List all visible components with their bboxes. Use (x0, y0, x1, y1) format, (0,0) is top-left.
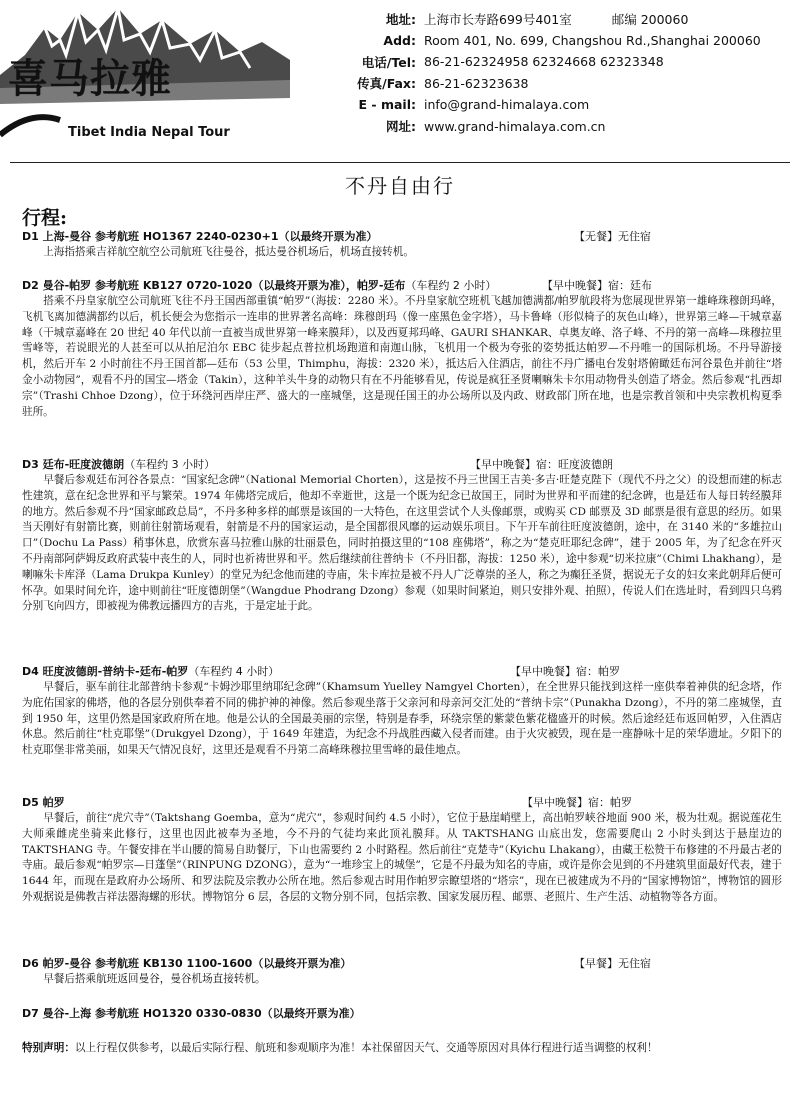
contact-label: E - mail: (358, 97, 416, 113)
day-title-text: D4 旺度波德朗-普纳卡-廷布-帕罗 (22, 665, 189, 678)
contact-label: 传真/Fax: (357, 76, 416, 92)
letterhead (0, 0, 800, 160)
day-header (22, 956, 782, 972)
day-title (22, 956, 351, 972)
logo-subtitle: Tibet India Nepal Tour (68, 125, 230, 140)
statement-label: 特别声明： (22, 1042, 75, 1054)
website-link[interactable]: www.grand-himalaya.com.cn (424, 118, 606, 134)
day-title-text: D3 廷布-旺度波德朗 (22, 458, 125, 471)
contact-phone (300, 51, 795, 73)
contact-label: 网址: (386, 119, 416, 135)
day-title-text: D2 曼谷-帕罗 参考航班 KB127 0720-1020（以最终开票为准），帕罗-廷布 (22, 279, 406, 292)
contact-block (300, 8, 795, 137)
day-note: （车程约 4 小时） (188, 665, 280, 678)
contact-value: 86-21-62323638 (424, 75, 529, 91)
day-title-text: D6 帕罗-曼谷 参考航班 KB130 1100-1600（以最终开票为准） (22, 957, 352, 970)
day-header (22, 229, 782, 245)
logo-wordmark: 喜马拉雅 (8, 56, 172, 102)
day-section (22, 664, 782, 759)
day-header (22, 795, 782, 811)
meal-info: 【早中晚餐】宿：帕罗 (522, 796, 632, 809)
meal-info: 【早中晚餐】宿：廷布 (542, 279, 652, 292)
header-divider (10, 162, 790, 163)
day-title (22, 1006, 361, 1022)
day-note: （车程约 2 小时） (405, 279, 497, 292)
day-section (22, 956, 782, 988)
day-title (22, 278, 496, 294)
day-section (22, 457, 782, 615)
day-title-text: D7 曼谷-上海 参考航班 HO1320 0330-0830（以最终开票为准） (22, 1007, 361, 1020)
day-section (22, 229, 782, 261)
statement-text: 以上行程仅供参考，以最后实际行程、航班和参观顺序为准！本社保留因天气、交通等原因对具体行程进行适当调整的权利！ (74, 1042, 658, 1054)
email-link[interactable]: info@grand-himalaya.com (424, 97, 590, 113)
day-section (22, 278, 782, 420)
meal-info: 【早中晚餐】宿：旺度波德朗 (470, 458, 613, 471)
contact-fax (300, 73, 795, 95)
document-title: 不丹自由行 (345, 174, 455, 198)
day-section (22, 795, 782, 906)
contact-website (300, 116, 795, 138)
contact-label: Add: (383, 32, 416, 48)
meal-info: 【无餐】无住宿 (574, 230, 651, 243)
day-description: 上海指搭乘吉祥航空航空公司航班飞往曼谷，抵达曼谷机场后，机场直接转机。 (43, 246, 414, 258)
day-description: 搭乘不丹皇家航空公司航班飞往不丹王国西部重镇“帕罗”（海拔：2280 米）。不丹皇家航空班机飞越加德满都/帕罗航段将为您展现世界第一雄峰珠穆朗玛峰，飞机飞离加德满都约以后，机长便会为您指示一连串的世界著名高峰：珠穆朗玛（像一座黑色金字塔），马卡鲁峰（形似椅子的灰色山峰），世界第三峰—干城章嘉峰（干城章嘉峰在 20 世纪 40 年代以前一直被当成世界第一峰来膜拜），以及西夏邦玛峰、GAURI SHANKAR、卓奥友峰、洛子峰、不丹的第一高峰—珠穆拉里雪峰等，若说眼光的人甚至可以从拍尼泊尔 EBC 徒步起点普拉机场跑道和南迦山脉，飞机用一个极为夸张的姿势抵达帕罗—不丹唯一的国际机场。不丹导游接机，然后开车 2 小时前往不丹王国首都—廷布（53 公里，Thimphu，海拔：2320 米），抵达后入住酒店，前往不丹广播电台发射塔俯瞰廷布河谷景色并前往“塔金小动物园”，观看不丹的国宝—塔金（Takin），这种羊头牛身的动物只有在不丹能够看见，传说是疯狂圣贤喇嘛朱卡尔用动物骨头创造了塔金。然后参观“扎西却宗”（Trashi Chhoe Dzong），位于环绕河西岸庄严、盛大的一座城堡，这是现任国王的办公场所以及内政、财政部门所在地，也是宗教首领和中央宗教机构夏季驻所。 (22, 295, 782, 418)
postcode: 邮编 200060 (611, 11, 689, 27)
day-title (22, 457, 215, 473)
day-title-text: D1 上海-曼谷 参考航班 HO1367 2240-0230+1（以最终开票为准） (22, 230, 378, 243)
day-description: 早餐后搭乘航班返回曼谷，曼谷机场直接转机。 (43, 973, 266, 985)
day-section (22, 1006, 782, 1022)
contact-value: 86-21-62324958 62324668 62323348 (424, 54, 664, 70)
day-header (22, 1006, 782, 1022)
day-title (22, 229, 378, 245)
day-header (22, 664, 782, 680)
day-title (22, 795, 65, 811)
day-description: 早餐后参观廷布河谷各景点：“国家纪念碑”（National Memorial Chorten），这是按不丹三世国王吉美·多吉·旺楚克陛下（现代不丹之父）的设想而建的标志性建筑，意在纪念世界和平与繁荣。1974 年佛塔完成后，他却不幸逝世，这是一个既为纪念已故国王，同时为世界和平而建的纪念碑，也是廷布人每日转经膜拜的地方。然后参观不丹“国家邮政总局”，不丹多种多样的邮票是该国的一大特色，在这里尝试个人头像邮票，或购买 CD 邮票及 3D 邮票是很有意思的经历。如果当天刚好有射箭比赛，则前往射箭场观看，射箭是不丹的国家运动，是全国都很风靡的运动娱乐项目。下午开车前往旺度波德朗，途中，在 3140 米的“多雄拉山口”（Dochu La Pass）稍事休息，欣赏东喜马拉雅山脉的壮丽景色，同时拍摄这里的“108 座佛塔”，称之为“楚克旺耶纪念碑”，建于 2005 年，为了纪念在歼灭不丹南部阿萨姆反政府武装中丧生的人，同时也祈祷世界和平。然后继续前往普纳卡（不丹旧都，海拔：1250 米），途中参观“切米拉康”（Chimi Lhakhang），是喇嘛朱卡库泽（Lama Drukpa Kunley）的堂兄为纪念他而建的寺庙，朱卡库拉是被不丹人广泛尊崇的圣人，称之为癫狂圣贤，据说无子女的妇女来此朝拜后便可怀孕。如果时间允许，途中则前往“旺度德朗堡”（Wangdue Phodrang Dzong）参观（如果时间紧迫，则只安排外观、拍照），传说人们在选址时，看到四只乌鸦分别飞向四方，即被视为佛教远播四方的吉兆，于是定址于此。 (22, 474, 782, 613)
contact-value: Room 401, No. 699, Changshou Rd.,Shanghai 200060 (424, 32, 761, 48)
contact-address-cn (300, 8, 795, 30)
contact-label: 地址: (386, 11, 416, 27)
day-header (22, 278, 782, 294)
day-description: 早餐后，前往“虎穴寺”（Taktshang Goemba，意为“虎穴”，参观时间约 4.5 小时），它位于悬崖峭壁上，高出帕罗峡谷地面 900 米，极为壮观。据说莲花生大师乘雌虎坐骑来此修行，这里也因此被奉为圣地，今不丹的气徒均来此顶礼膜拜。从 TAKTSHANG 山底出发，您需要爬山 2 小时头到达于悬崖边的 TAKTSHANG 寺。午餐安排在半山腰的简易自助餐厅，下山也需要约 2 小时路程。然后前往“克楚寺”（Kyichu Lhakang），由藏王松赞干布修建的不丹最古老的寺庙。最后参观“帕罗宗—日蓬堡”（RINPUNG DZONG），意为“一堆珍宝上的城堡”，它是不丹最为知名的寺庙，或许是你会见到的不丹建筑里面最好代表，建于 1644 年，而现在是政府办公场所、和罗法院及宗教办公所在地。然后参观古时用作帕罗宗瞭望塔的“塔宗”，现在已被建成为不丹的“国家博物馆”，博物馆的圆形外观据说是佛教吉祥法器海螺的形状。博物馆分 6 层，各层的文物分别不同，包括宗教、国家发展历程、邮票、老照片、生产生活、动植物等各方面。 (22, 812, 782, 903)
contact-label: 电话/Tel: (361, 54, 416, 70)
day-title (22, 664, 279, 680)
special-statement (22, 1040, 782, 1057)
day-description: 早餐后，驱车前往北部普纳卡参观“卡姆沙耶里纳耶纪念碑”（Khamsum Yuelley Namgyel Chorten），在全世界只能找到这样一座供奉着神供的纪念塔，作为庇佑国家的佛塔，他的各层分别供奉着不同的佛护神的神像。然后参观坐落于父亲河和母亲河交汇处的“普纳卡宗”（Punakha Dzong），不丹的第二座城堡，直到 1950 年，这里仍然是国家政府所在地。他是公认的全国最美丽的宗堡，特别是春季，环绕宗堡的紫蒙色紫花楹盛开的时候。然后途经廷布返回帕罗，入住酒店休息。然后前往“杜克耶堡”（Drukgyel Dzong），于 1649 年建造，为纪念不丹战胜西藏入侵者而建。由于火灾被毁，现在是一座静咏十足的荣华遗址。夕阳下的杜克耶堡非常美丽，如果天气情况良好，这里还是观看不丹第二高峰珠穆拉里雪峰的最佳地点。 (22, 681, 782, 757)
contact-email (300, 94, 795, 116)
himalaya-logo (0, 0, 290, 158)
day-title-text: D5 帕罗 (22, 796, 65, 809)
day-header (22, 457, 782, 473)
contact-value: 上海市长寿路699号401室 (424, 11, 572, 27)
itinerary-heading: 行程: (22, 207, 68, 229)
meal-info: 【早中晚餐】宿：帕罗 (510, 665, 620, 678)
meal-info: 【早餐】无住宿 (574, 957, 651, 970)
day-note: （车程约 3 小时） (124, 458, 216, 471)
contact-address-en (300, 30, 795, 52)
